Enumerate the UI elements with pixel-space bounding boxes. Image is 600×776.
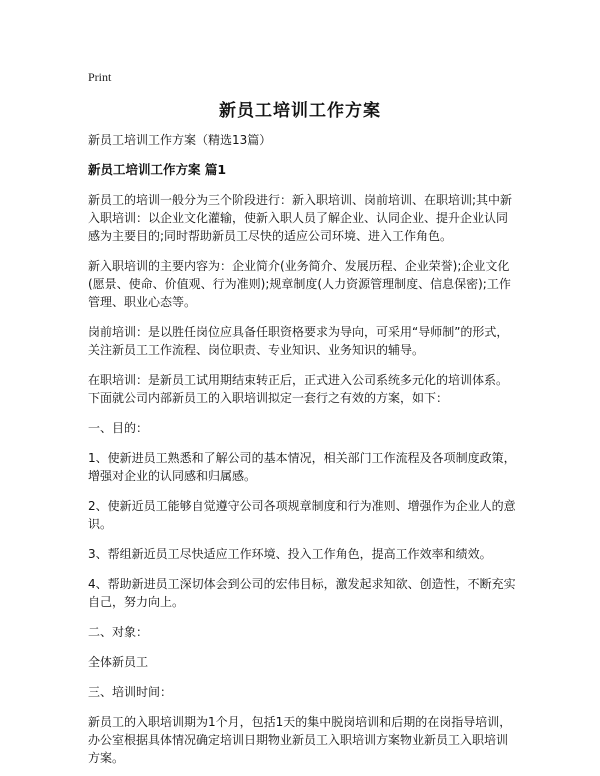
goal-item-4: 4、帮助新进员工深切体会到公司的宏伟目标，激发起求知欲、创造性，不断充实自己，努力向上。 (88, 577, 516, 609)
page-title: 新员工培训工作方案 (219, 101, 381, 121)
on-job-line-2: 下面就公司内部新员工的入职培训拟定一套行之有效的方案，如下： (88, 391, 449, 405)
print-label: Print (88, 70, 112, 84)
document-subtitle: 新员工培训工作方案（精选13篇） (88, 133, 272, 147)
paragraph-on-job-training (88, 371, 516, 407)
on-job-line-1: 在职培训：是新员工试用期结束转正后，正式进入公司系统多元化的培训体系。 (88, 373, 509, 387)
document-body (88, 131, 516, 767)
section-heading: 新员工培训工作方案 篇1 (88, 162, 227, 177)
goal-heading: 一、目的： (88, 421, 149, 435)
time-paragraph: 新员工的入职培训期为1个月，包括1天的集中脱岗培训和后期的在岗指导培训，办公室根据具体情况确定培训日期物业新员工入职培训方案物业新员工入职培训方案。 (88, 715, 512, 765)
time-heading: 三、培训时间： (88, 685, 173, 699)
paragraph-onboarding-content: 新入职培训的主要内容为：企业简介(业务简介、发展历程、企业荣誉);企业文化(愿景、使命、价值观、行为准则);规章制度(人力资源管理制度、信息保密);工作管理、职业心态等。 (88, 259, 511, 309)
paragraph-training-stages: 新员工的培训一般分为三个阶段进行：新入职培训、岗前培训、在职培训;其中新入职培训：以企业文化灌输，使新入职人员了解企业、认同企业、提升企业认同感为主要目的;同时帮助新员工尽快的适应公司环境、进入工作角色。 (88, 193, 513, 243)
goal-item-1: 1、使新进员工熟悉和了解公司的基本情况，相关部门工作流程及各项制度政策，增强对企业的认同感和归属感。 (88, 451, 516, 483)
object-value: 全体新员工 (88, 655, 149, 669)
object-heading: 二、对象： (88, 625, 149, 639)
paragraph-pre-job-training: 岗前培训：是以胜任岗位应具备任职资格要求为导向，可采用“导师制”的形式，关注新员工工作流程、岗位职责、专业知识、业务知识的辅导。 (88, 325, 509, 357)
goal-item-2: 2、使新近员工能够自觉遵守公司各项规章制度和行为准则、增强作为企业人的意识。 (88, 499, 516, 531)
goal-item-3: 3、帮组新近员工尽快适应工作环境、投入工作角色，提高工作效率和绩效。 (88, 547, 492, 561)
